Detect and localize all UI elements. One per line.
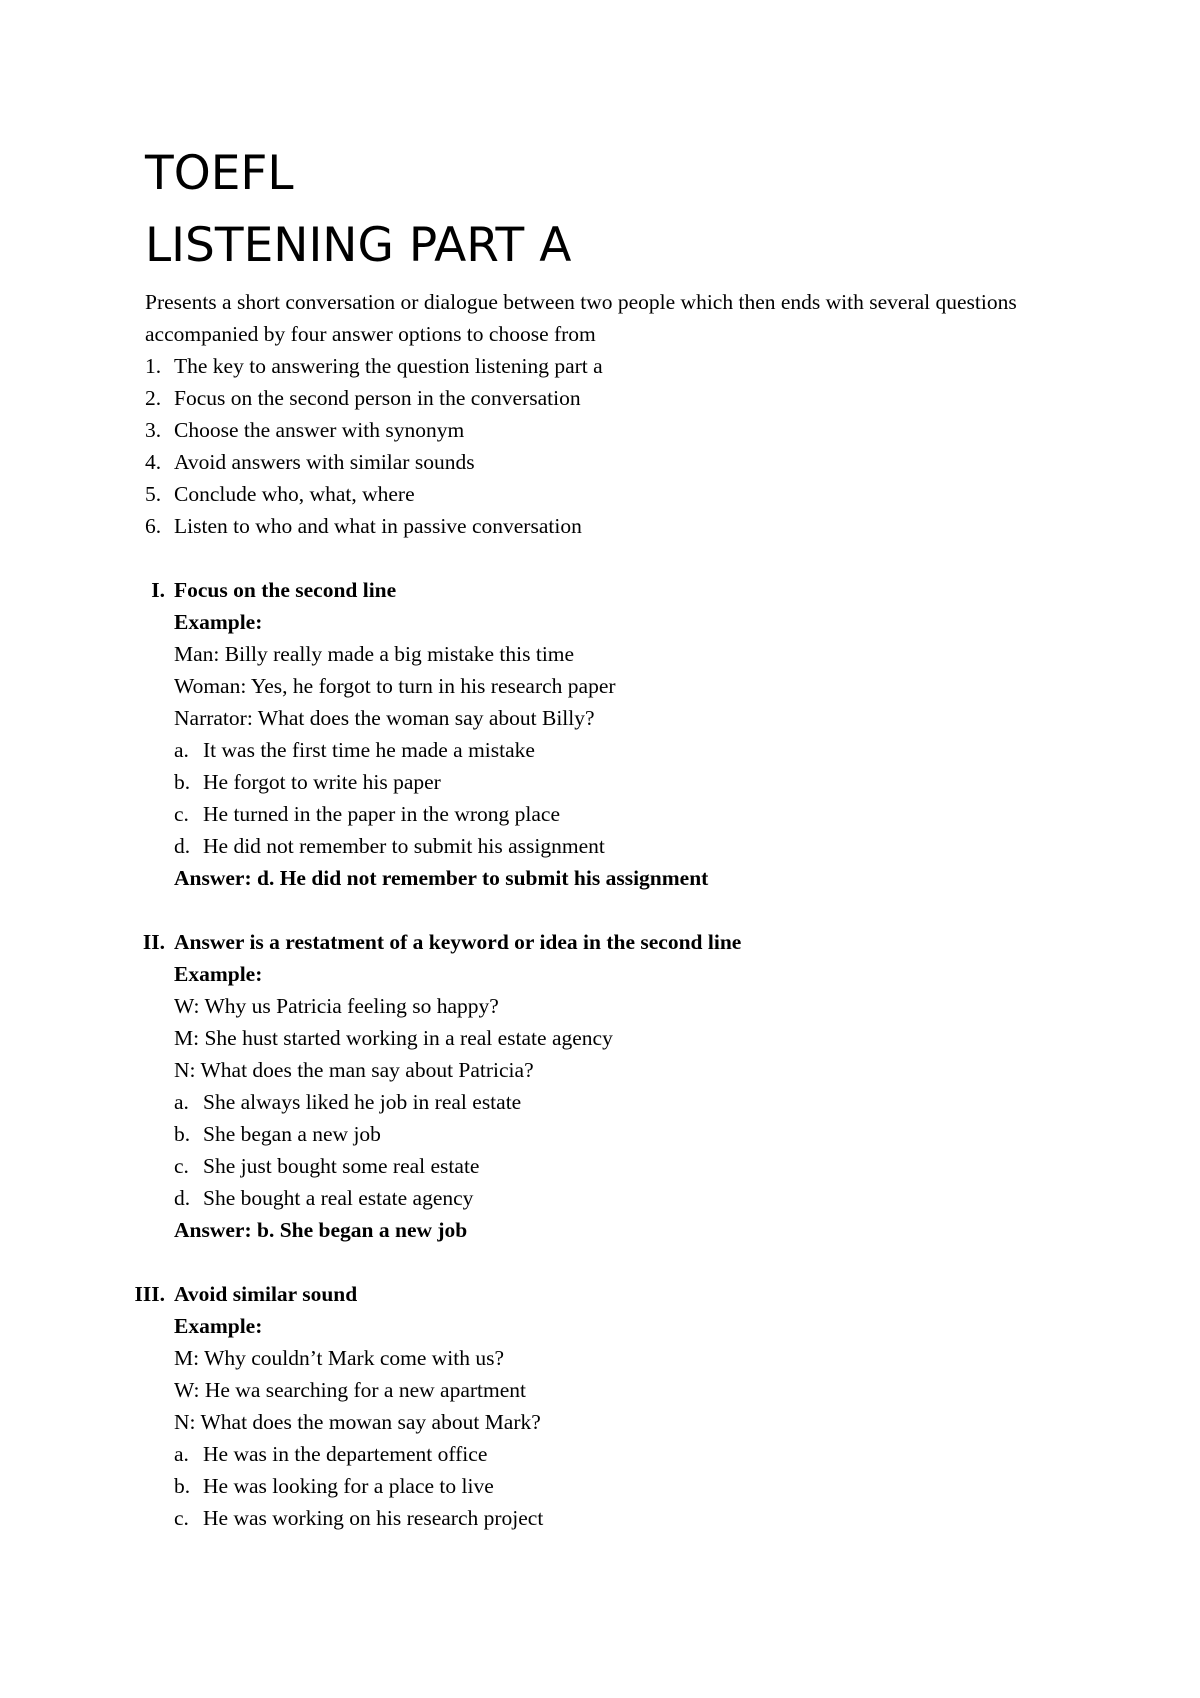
answer-line: Answer: b. She began a new job xyxy=(174,1218,468,1242)
option-letter: c. xyxy=(174,1154,189,1178)
section-numeral: II. xyxy=(142,930,165,954)
tip-item xyxy=(145,446,1085,478)
option-text: He did not remember to submit his assignment xyxy=(203,834,605,858)
section-numeral: I. xyxy=(151,578,165,602)
answer-options xyxy=(174,1438,1085,1534)
option-text: He forgot to write his paper xyxy=(203,770,441,794)
tip-text: Focus on the second person in the conversation xyxy=(174,386,581,410)
tip-number: 5. xyxy=(145,482,162,506)
document-title: TOEFL xyxy=(145,146,294,201)
option-letter: a. xyxy=(174,738,189,762)
tip-number: 1. xyxy=(145,354,162,378)
tip-item xyxy=(145,350,1085,382)
tip-number: 2. xyxy=(145,386,162,410)
section-1 xyxy=(145,574,1085,894)
answer-option xyxy=(174,1118,1085,1150)
tip-number: 4. xyxy=(145,450,162,474)
tip-text: Listen to who and what in passive conversation xyxy=(174,514,582,538)
tip-item xyxy=(145,478,1085,510)
dialogue-line: Man: Billy really made a big mistake this time xyxy=(174,642,575,666)
section-2 xyxy=(142,926,1085,1246)
spacer xyxy=(145,1246,1085,1278)
dialogue-line: N: What does the man say about Patricia? xyxy=(174,1058,534,1082)
option-text: She bought a real estate agency xyxy=(203,1186,474,1210)
answer-option xyxy=(174,830,1085,862)
answer-option xyxy=(174,1150,1085,1182)
option-text: It was the first time he made a mistake xyxy=(203,738,535,762)
example-label: Example: xyxy=(174,1314,263,1338)
tip-item xyxy=(145,510,1085,542)
document-subtitle: LISTENING PART A xyxy=(145,218,572,273)
dialogue-line: N: What does the mowan say about Mark? xyxy=(174,1410,541,1434)
example-label: Example: xyxy=(174,610,263,634)
option-letter: a. xyxy=(174,1090,189,1114)
spacer xyxy=(145,894,1085,926)
tip-number: 6. xyxy=(145,514,162,538)
answer-option xyxy=(174,1182,1085,1214)
tip-item xyxy=(145,414,1085,446)
option-letter: b. xyxy=(174,1122,191,1146)
answer-option xyxy=(174,1502,1085,1534)
option-text: She always liked he job in real estate xyxy=(203,1090,522,1114)
option-text: She began a new job xyxy=(203,1122,381,1146)
option-letter: c. xyxy=(174,1506,189,1530)
tips-list xyxy=(145,350,1085,542)
dialogue-line: W: He wa searching for a new apartment xyxy=(174,1378,526,1402)
answer-option xyxy=(174,1438,1085,1470)
answer-option xyxy=(174,798,1085,830)
spacer xyxy=(145,542,1085,574)
option-letter: b. xyxy=(174,1474,191,1498)
answer-options xyxy=(174,1086,1085,1214)
option-text: He was in the departement office xyxy=(203,1442,488,1466)
option-letter: c. xyxy=(174,802,189,826)
section-title: Avoid similar sound xyxy=(174,1282,358,1306)
document-body xyxy=(134,286,1085,1534)
option-letter: a. xyxy=(174,1442,189,1466)
dialogue-line: M: She hust started working in a real estate agency xyxy=(174,1026,613,1050)
answer-option xyxy=(174,734,1085,766)
tip-item xyxy=(145,382,1085,414)
answer-option xyxy=(174,766,1085,798)
answer-options xyxy=(174,734,1085,862)
tip-text: Avoid answers with similar sounds xyxy=(174,450,475,474)
section-3 xyxy=(134,1278,1085,1534)
dialogue-line: M: Why couldn’t Mark come with us? xyxy=(174,1346,505,1370)
option-letter: b. xyxy=(174,770,191,794)
option-text: She just bought some real estate xyxy=(203,1154,480,1178)
option-letter: d. xyxy=(174,834,191,858)
section-title: Focus on the second line xyxy=(174,578,397,602)
dialogue-line: W: Why us Patricia feeling so happy? xyxy=(174,994,499,1018)
intro-paragraph: Presents a short conversation or dialogue between two people which then ends with several questions accompanied by four answer options to choose from xyxy=(145,290,1017,346)
tip-number: 3. xyxy=(145,418,162,442)
tip-text: Choose the answer with synonym xyxy=(174,418,465,442)
dialogue-line: Narrator: What does the woman say about Billy? xyxy=(174,706,595,730)
section-numeral: III. xyxy=(134,1282,165,1306)
answer-option xyxy=(174,1086,1085,1118)
option-text: He was looking for a place to live xyxy=(203,1474,494,1498)
option-letter: d. xyxy=(174,1186,191,1210)
tip-text: Conclude who, what, where xyxy=(174,482,415,506)
section-title: Answer is a restatment of a keyword or idea in the second line xyxy=(174,930,742,954)
dialogue-line: Woman: Yes, he forgot to turn in his research paper xyxy=(174,674,616,698)
option-text: He was working on his research project xyxy=(203,1506,544,1530)
tip-text: The key to answering the question listening part a xyxy=(174,354,603,378)
example-label: Example: xyxy=(174,962,263,986)
answer-option xyxy=(174,1470,1085,1502)
answer-line: Answer: d. He did not remember to submit his assignment xyxy=(174,866,709,890)
option-text: He turned in the paper in the wrong place xyxy=(203,802,561,826)
